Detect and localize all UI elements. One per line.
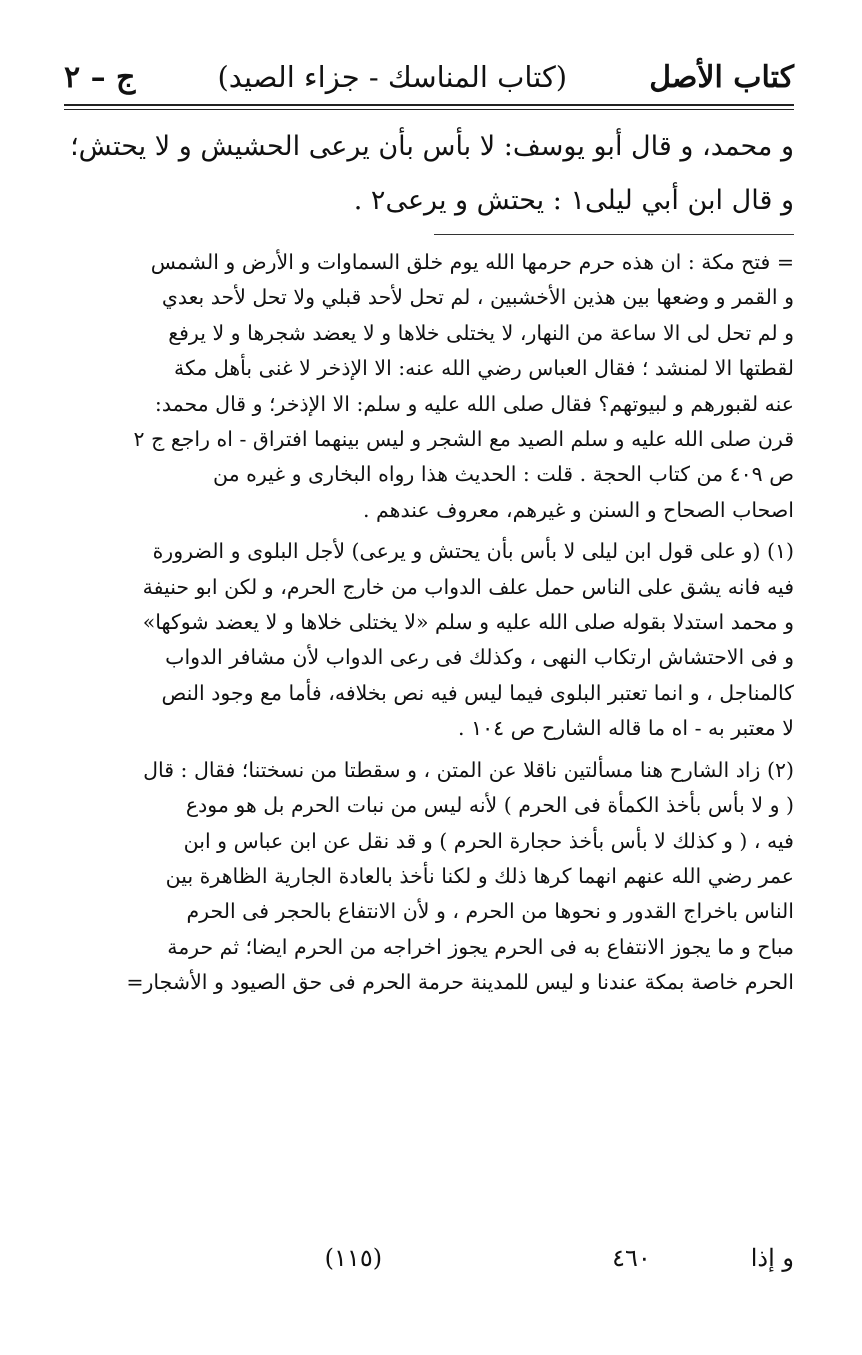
footnote-line: كالمناجل ، و انما تعتبر البلوى فيما ليس فيه نص بخلافه، فأما مع وجود النص [161,680,794,705]
book-title: كتاب الأصل [649,60,794,95]
footnote-rule [434,234,794,235]
footnote-line: لقطتها الا لمنشد ؛ فقال العباس رضي الله عنه: الا الإذخر لا غنى بأهل مكة [174,356,794,381]
footnote-line: (١) (و على قول ابن ليلى لا بأس بأن يحتش و يرعى) لأجل البلوى و الضرورة [152,539,794,564]
header-rule [64,104,794,110]
footnote-line: و القمر و وضعها بين هذين الأخشبين ، لم تحل لأحد قبلي ولا تحل لأحد بعدي [161,285,794,310]
footnote-line: مباح و ما يجوز الانتفاع به فى الحرم يجوز اخراجه من الحرم ايضا؛ ثم حرمة [167,934,794,959]
footnote-line: ص ٤٠٩ من كتاب الحجة . قلت : الحديث هذا رواه البخارى و غيره من [213,462,794,487]
footnote-line: عنه لقبورهم و لبيوتهم؟ فقال صلى الله عليه و سلم: الا الإذخر؛ و قال محمد: [154,391,794,416]
footnote-line: و فى الاحتشاش ارتكاب النهى ، وكذلك فى رعى الدواب لأن مشافر الدواب [165,645,794,670]
page-footer [64,1244,794,1272]
volume-label: ج – ٢ [64,60,136,95]
chapter-title: (كتاب المناسك - جزاء الصيد) [217,60,568,94]
footnote-continuation [64,245,794,528]
footnote-line: و لم تحل لى الا ساعة من النهار، لا يختلى خلاها و لا يعضد شجرها و لا يرفع [168,320,794,345]
footnote-line: (٢) زاد الشارح هنا مسألتين ناقلا عن المتن ، و سقطتا من نسختنا؛ فقال : قال [143,757,794,782]
catchword: و إذا [750,1244,794,1272]
running-header [64,54,794,100]
footnote-2 [64,753,794,1001]
main-line: و قال ابن أبي ليلى١ : يحتش و يرعى٢ . [353,185,794,216]
footnote-line: اصحاب الصحاح و السنن و غيرهم، معروف عندهم . [362,497,794,522]
footnote-line: = فتح مكة : ان هذه حرم حرمها الله يوم خلق السماوات و الأرض و الشمس [150,250,794,274]
footnote-line: الناس باخراج القدور و نحوها من الحرم ، و لأن الانتفاع بالحجر فى الحرم [186,899,794,924]
footnote-line: ( و لا بأس بأخذ الكمأة فى الحرم ) لأنه ليس من نبات الحرم بل هو مودع [185,793,794,818]
main-text [64,120,794,228]
footnote-line: عمر رضي الله عنهم انهما كرها ذلك و لكنا نأخذ بالعادة الجارية الظاهرة بين [165,863,794,888]
main-line: و محمد، و قال أبو يوسف: لا بأس بأن يرعى الحشيش و لا يحتش؛ [70,131,794,162]
footnote-line: فيه فانه يشق على الناس حمل علف الدواب من خارج الحرم، و لكن ابو حنيفة [142,574,794,599]
footnote-line: لا معتبر به - اه ما قاله الشارح ص ١٠٤ . [458,716,794,741]
footnote-1 [64,534,794,746]
footnote-line: الحرم خاصة بمكة عندنا و ليس للمدينة حرمة الحرم فى حق الصيود و الأشجار= [126,970,794,995]
volume-marker: (١١٥) [324,1244,383,1272]
footnote-line: و محمد استدلا بقوله صلى الله عليه و سلم «لا يختلى خلاها و لا يعضد شوكها» [142,610,794,635]
footnote-line: فيه ، ( و كذلك لا بأس بأخذ حجارة الحرم ) و قد نقل عن ابن عباس و ابن [183,828,794,853]
footnote-line: قرن صلى الله عليه و سلم الصيد مع الشجر و ليس بينهما افتراق - اه راجع ج ٢ [133,427,794,452]
page-number: ٤٦٠ [612,1244,651,1272]
